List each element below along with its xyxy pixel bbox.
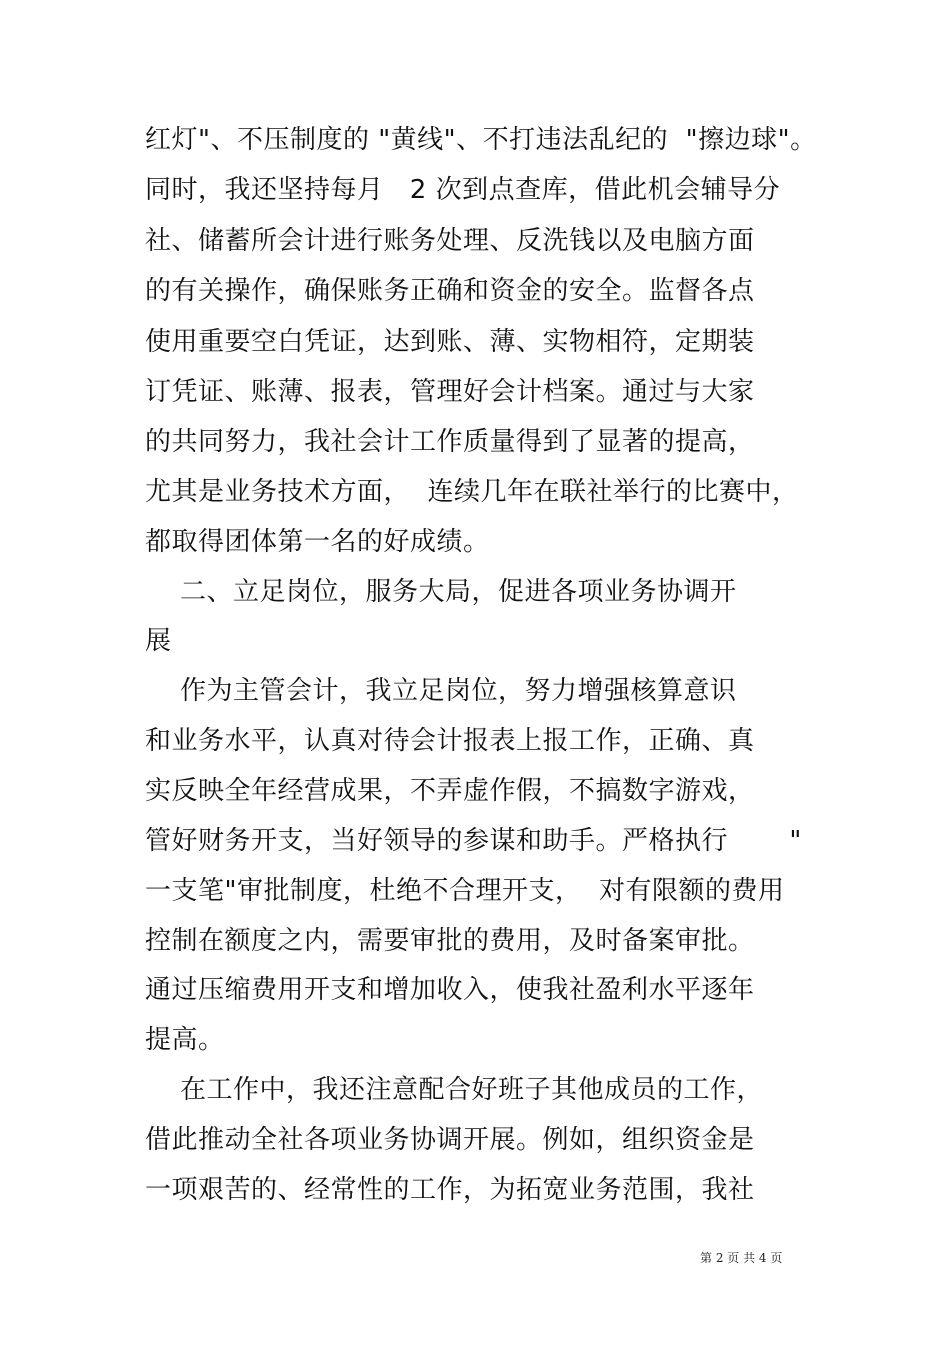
text-line: 借此推动全社各项业务协调开展。例如，组织资金是 <box>145 1125 755 1155</box>
text-line: 和业务水平，认真对待会计报表上报工作，正确、真 <box>145 726 755 756</box>
text-line: 使用重要空白凭证，达到账、薄、实物相符，定期装 <box>145 327 755 357</box>
text-line: 同时，我还坚持每月 2 次到点查库，借此机会辅导分 <box>145 175 781 205</box>
text-line: 订凭证、账薄、报表，管理好会计档案。通过与大家 <box>145 377 755 407</box>
section-heading: 二、立足岗位，服务大局，促进各项业务协调开 <box>145 577 737 607</box>
text-line: 的共同努力，我社会计工作质量得到了显著的提高， <box>145 427 755 457</box>
text-line: 的有关操作，确保账务正确和资金的安全。监督各点 <box>145 276 755 306</box>
text-line: 都取得团体第一名的好成绩。 <box>145 527 490 557</box>
paragraph-start: 在工作中，我还注意配合好班子其他成员的工作， <box>145 1075 764 1105</box>
text-line: 管好财务开支，当好领导的参谋和助手。严格执行 " <box>145 826 802 856</box>
text-line: 实反映全年经营成果，不弄虚作假，不搞数字游戏， <box>145 776 755 806</box>
page-number-footer: 第 2 页 共 4 页 <box>700 1251 783 1265</box>
text-line: 红灯"、不压制度的 "黄线"、不打违法乱纪的 "擦边球"。 <box>145 125 817 155</box>
text-line: 尤其是业务技术方面， 连续几年在联社举行的比赛中， <box>145 477 799 507</box>
text-line: 一支笔"审批制度，杜绝不合理开支， 对有限额的费用 <box>145 876 785 906</box>
text-line: 一项艰苦的、经常性的工作，为拓宽业务范围，我社 <box>145 1175 755 1205</box>
text-line: 控制在额度之内，需要审批的费用，及时备案审批。 <box>145 926 755 956</box>
text-line: 通过压缩费用开支和增加收入，使我社盈利水平逐年 <box>145 975 755 1005</box>
text-line: 社、储蓄所会计进行账务处理、反洗钱以及电脑方面 <box>145 226 755 256</box>
section-heading-continuation: 展 <box>145 626 172 656</box>
text-line: 提高。 <box>145 1025 225 1055</box>
paragraph-start: 作为主管会计，我立足岗位，努力增强核算意识 <box>145 676 737 706</box>
